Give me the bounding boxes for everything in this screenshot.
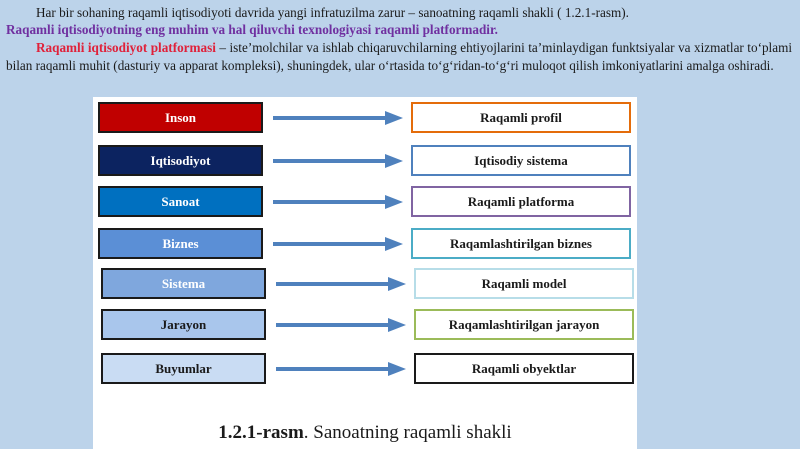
source-box: Sistema: [101, 268, 266, 299]
target-box: Raqamli profil: [411, 102, 631, 133]
paragraph-highlight: Raqamli iqtisodiyotning eng muhim va hal qiluvchi texnologiyasi raqamli platformadir.: [6, 22, 498, 37]
source-box: Biznes: [98, 228, 263, 259]
definition-keyword: Raqamli iqtisodiyot platformasi: [36, 40, 216, 55]
figure-diagram: [93, 97, 637, 449]
arrow-right-icon: [273, 237, 403, 251]
arrow-right-icon: [273, 111, 403, 125]
arrow-right-icon: [276, 277, 406, 291]
target-box: Raqamli platforma: [411, 186, 631, 217]
source-box: Inson: [98, 102, 263, 133]
paragraph-definition: [6, 39, 792, 74]
target-box: Iqtisodiy sistema: [411, 145, 631, 176]
definition-text: – iste’molchilar va ishlab chiqaruvchilarning ehtiyojlarini ta’minlaydigan funktsiyalar va xizmatlar to‘plami bilan raqamli muhit (dasturiy va apparat kompleksi), shuningdek, ular o‘rtasida to‘g‘ridan-to‘g‘ri muloqot qilish imkoniyatlarini amalga oshiradi.: [6, 40, 792, 73]
caption-number: 1.2.1-rasm: [218, 422, 304, 443]
arrow-right-icon: [276, 318, 406, 332]
target-box: Raqamli obyektlar: [414, 353, 634, 384]
source-box: Sanoat: [98, 186, 263, 217]
figure-caption: [93, 422, 637, 444]
paragraph-intro: Har bir sohaning raqamli iqtisodiyoti davrida yangi infratuzilma zarur – sanoatning raqamli shakli ( 1.2.1-rasm).: [36, 5, 629, 20]
source-box: Iqtisodiyot: [98, 145, 263, 176]
target-box: Raqamlashtirilgan biznes: [411, 228, 631, 259]
caption-text: . Sanoatning raqamli shakli: [303, 422, 512, 443]
arrow-right-icon: [273, 195, 403, 209]
arrow-right-icon: [273, 154, 403, 168]
target-box: Raqamlashtirilgan jarayon: [414, 309, 634, 340]
target-box: Raqamli model: [414, 268, 634, 299]
arrow-right-icon: [276, 362, 406, 376]
source-box: Jarayon: [101, 309, 266, 340]
source-box: Buyumlar: [101, 353, 266, 384]
